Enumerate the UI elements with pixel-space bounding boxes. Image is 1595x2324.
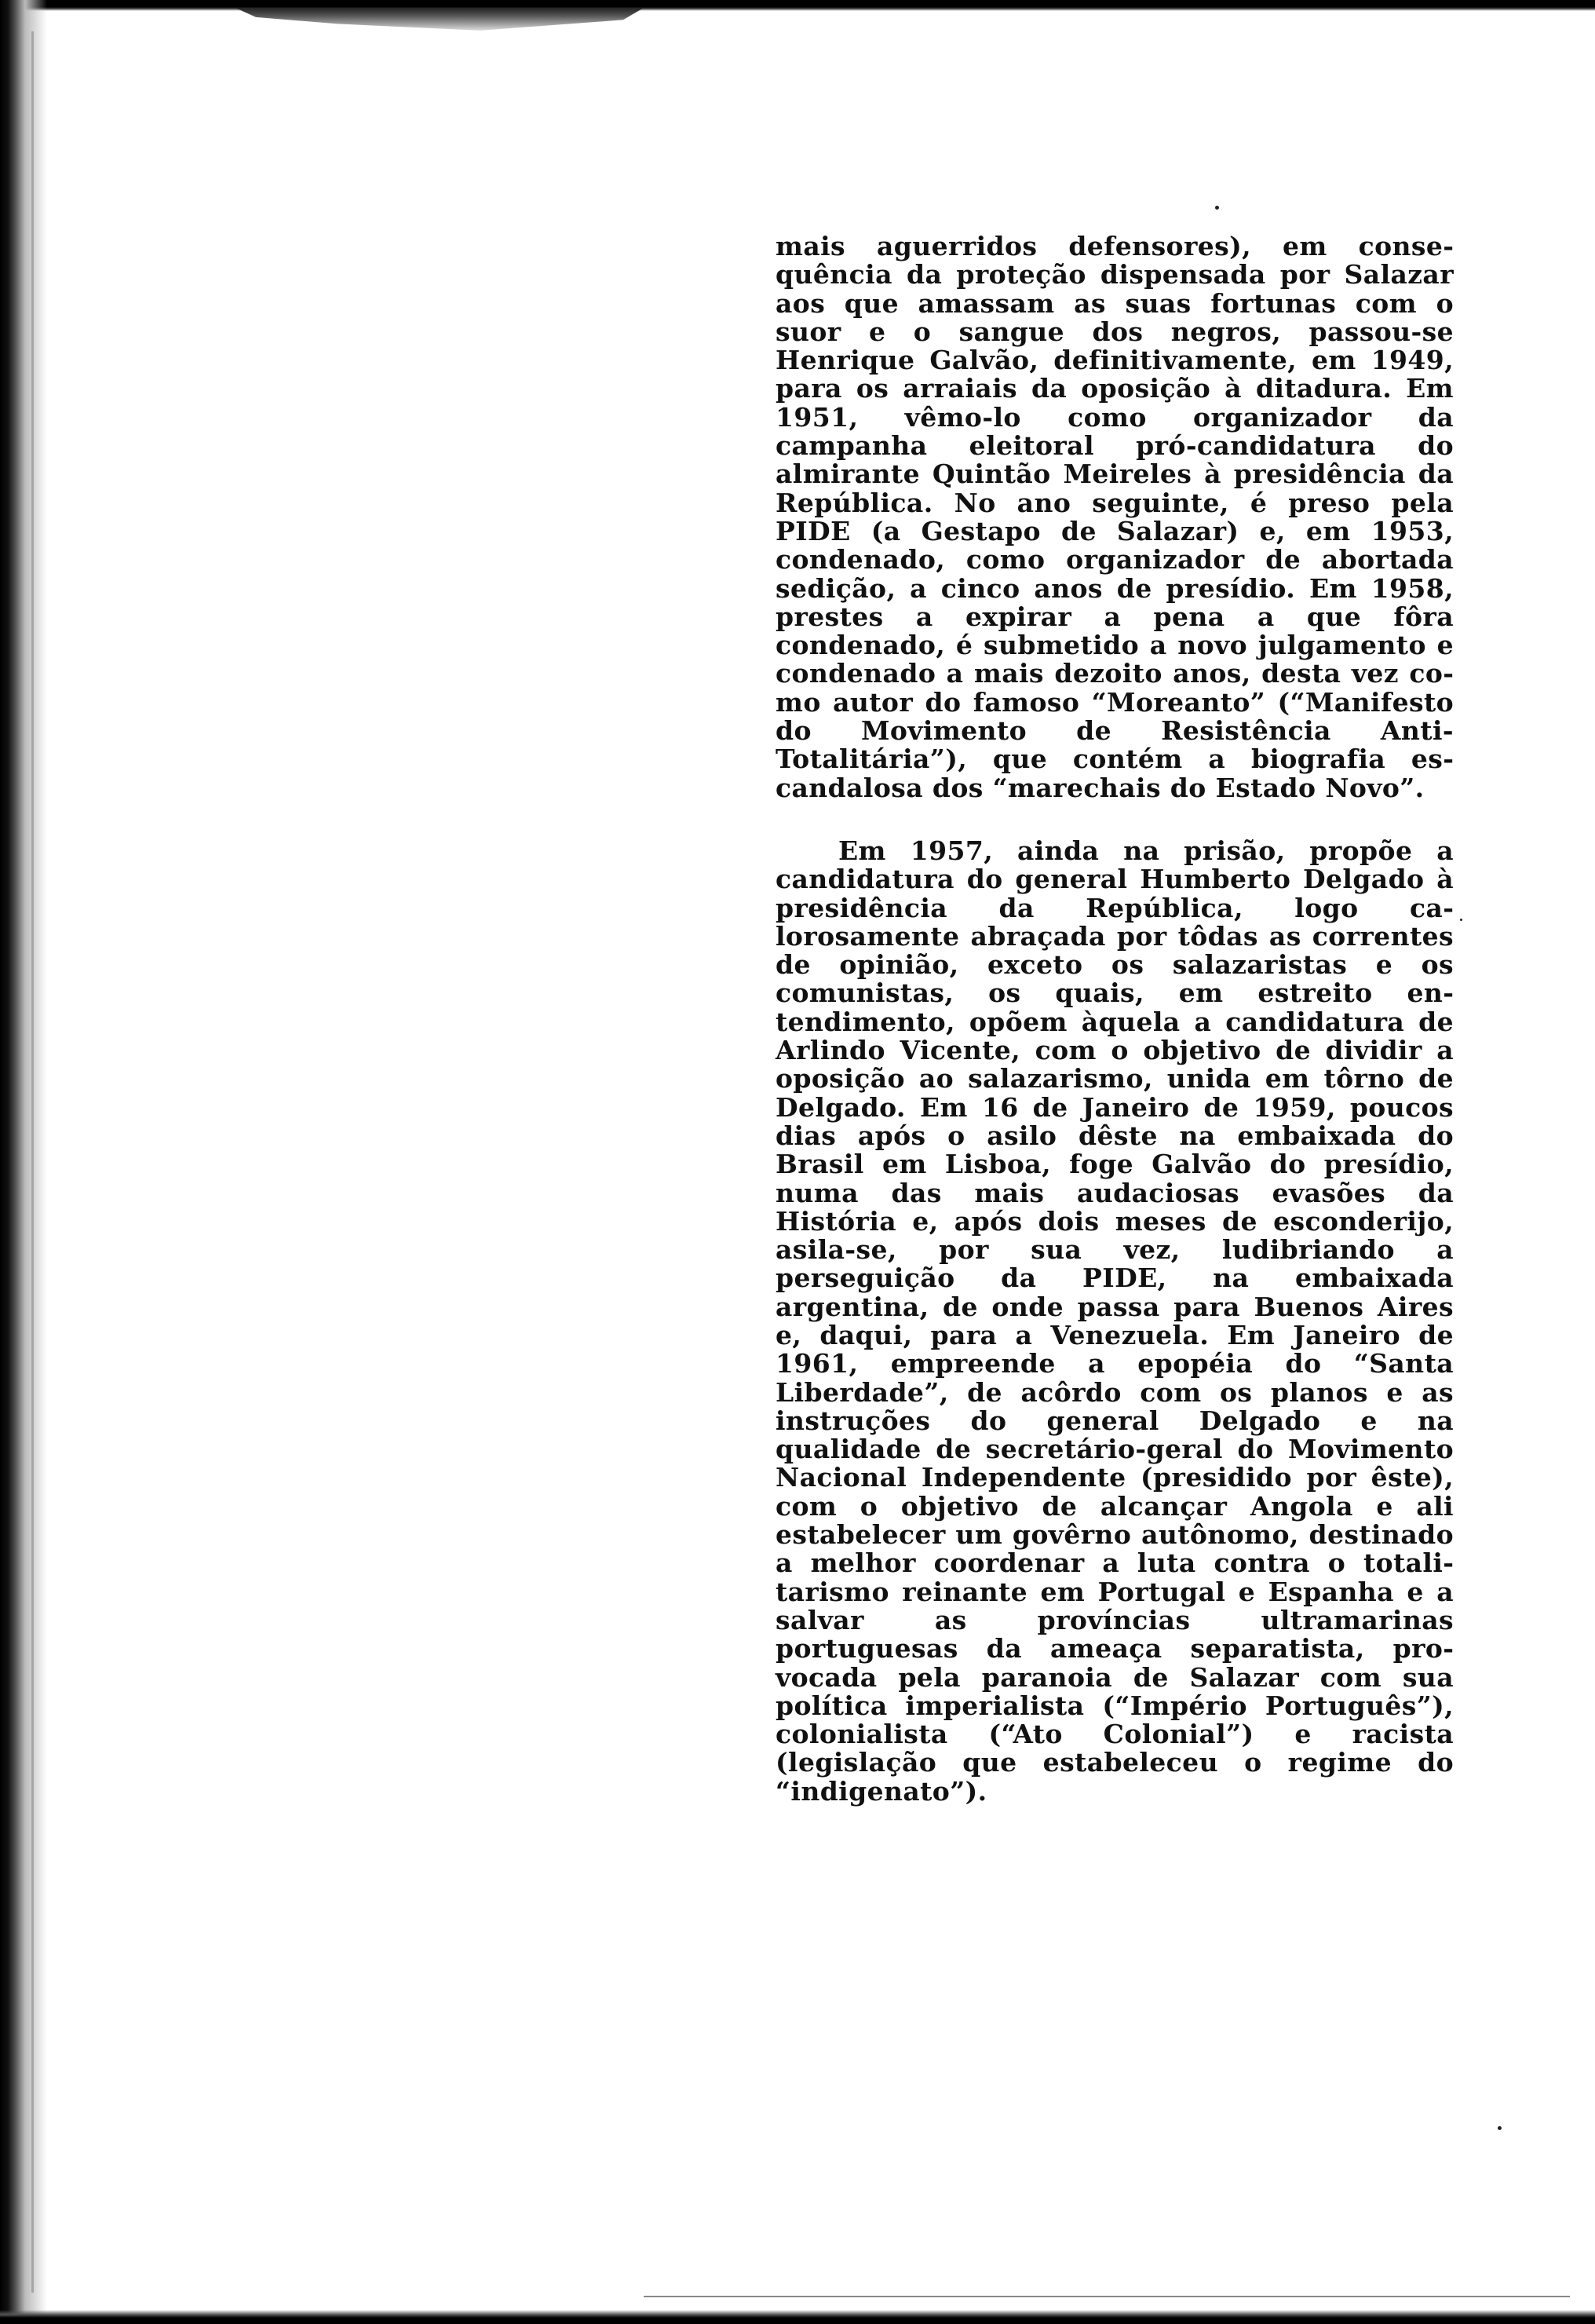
scan-top-smudge (235, 8, 644, 35)
body-text-column (776, 232, 1454, 1806)
scan-binding-line (31, 31, 34, 2293)
paragraph-galvao-opposition: mais aguerridos defensores), em consequência da proteção dispensada por Salazar aos que amassam as suas fortunas com o suor e o sangue dos negros, passou-se Henrique Galvão, definitivamente, em 1949, para os arraiais da oposição à ditadura. Em 1951, vêmo-lo como organizador da campanha eleitoral pró-candidatura do almirante Quintão Meireles à presidência da República. No ano seguinte, é preso pela PIDE (a Gestapo de Salazar) e, em 1953, condenado, como organizador de abortada sedição, a cinco anos de presídio. Em 1958, prestes a expirar a pena a que fôra condenado, é submetido a novo julgamento e condenado a mais dezoito anos, desta vez como autor do famoso “Moreanto” (“Manifesto do Movimento de Resistência Anti-Totalitária”), que contém a biografia escandalosa dos “marechais do Estado Novo”. (776, 231, 1454, 803)
scan-speck (1498, 2126, 1502, 2130)
scan-bottom-edge (0, 2310, 1595, 2324)
scan-speck (1215, 206, 1219, 210)
scan-binding-shadow (0, 0, 47, 2324)
scan-speck (1460, 919, 1462, 921)
paragraph-delgado-candidacy: Em 1957, ainda na prisão, propõe a candidatura do general Humberto Delgado à presidência da República, logo calorosamente abraçada por tôdas as correntes de opinião, exceto os salazaristas e os comunistas, os quais, em estreito entendimento, opõem àquela a candidatura de Arlindo Vicente, com o objetivo de dividir a oposição ao salazarismo, unida em tôrno de Delgado. Em 16 de Janeiro de 1959, poucos dias após o asilo dêste na embaixada do Brasil em Lisboa, foge Galvão do presídio, numa das mais audaciosas evasões da História e, após dois meses de esconderijo, asila-se, por sua vez, ludibriando a perseguição da PIDE, na embaixada argentina, de onde passa para Buenos Aires e, daqui, para a Venezuela. Em Janeiro de 1961, empreende a epopéia do “Santa Liberdade”, de acôrdo com os planos e as instruções do general Delgado e na qualidade de secretário-geral do Movimento Nacional Independente (presidido por êste), com o objetivo de alcançar Angola e ali estabelecer um govêrno autônomo, destinado a melhor coordenar a luta contra o totalitarismo reinante em Portugal e Espanha e a salvar as províncias ultramarinas portuguesas da ameaça separatista, provocada pela paranoia de Salazar com sua política imperialista (“Império Português”), colonialista (“Ato Colonial”) e racista (legislação que estabeleceu o regime do “indigenato”). (776, 835, 1454, 1807)
scan-bottom-line (644, 2296, 1570, 2297)
